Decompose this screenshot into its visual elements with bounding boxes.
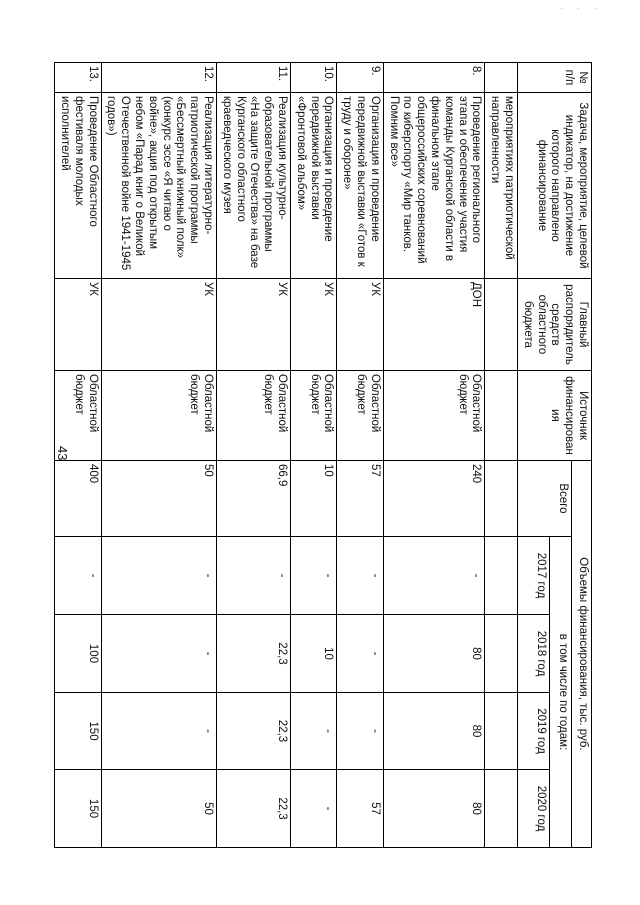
cell-manager: УК bbox=[291, 279, 337, 371]
cell-num: 13. bbox=[55, 63, 101, 93]
cell-2018: 100 bbox=[55, 615, 101, 693]
cell-total: 50 bbox=[101, 461, 216, 537]
header-total: Всего bbox=[518, 461, 572, 537]
cell-2020: 150 bbox=[55, 770, 101, 848]
cell-source: Областной бюджет bbox=[217, 371, 291, 461]
cell-task: Организация и проведение передвижной выставки «Фронтовой альбом» bbox=[291, 93, 337, 279]
cell-source: Областной бюджет bbox=[291, 371, 337, 461]
cell-2020: 57 bbox=[337, 770, 383, 848]
cell-2017: - bbox=[101, 537, 216, 615]
cell-2018: 80 bbox=[383, 615, 485, 693]
cell-2019: 22,3 bbox=[217, 693, 291, 770]
cell-task: Проведение Областного фестиваля молодых исполнителей bbox=[55, 93, 101, 279]
header-2018: 2018 год bbox=[518, 615, 550, 693]
cell-total: 66,9 bbox=[217, 461, 291, 537]
cell-continuation: мероприятиях патриотической направленности bbox=[485, 93, 518, 279]
cell-task: Реализация литературно-патриотической программы «Бессмертный книжный полк» (конкурс эссе «Я читаю о войне», акция под открытым небом «Парад книг о Великой Отечественной войне 1941-1945 годов») bbox=[101, 93, 216, 279]
cell-2017: - bbox=[217, 537, 291, 615]
table-row bbox=[291, 63, 337, 848]
table-row bbox=[101, 63, 216, 848]
cell-manager: УК bbox=[217, 279, 291, 371]
cell-2018: 10 bbox=[291, 615, 337, 693]
cell-2017: - bbox=[337, 537, 383, 615]
cell-2019: - bbox=[101, 693, 216, 770]
cell-source: Областной бюджет bbox=[101, 371, 216, 461]
cell-num: 10. bbox=[291, 63, 337, 93]
funding-table bbox=[54, 62, 592, 848]
cell-2020: 80 bbox=[383, 770, 485, 848]
table-row bbox=[337, 63, 383, 848]
cell-2018: 22,3 bbox=[217, 615, 291, 693]
header-funding: Объемы финансирования, тыс. руб. bbox=[572, 461, 592, 848]
table-row bbox=[383, 63, 485, 848]
cell-num: 8. bbox=[383, 63, 485, 93]
cell-2020: 22,3 bbox=[217, 770, 291, 848]
page-number: 43 bbox=[55, 446, 70, 461]
header-manager: Главный распорядитель средств областного бюджета bbox=[518, 279, 592, 371]
cell-2017: - bbox=[291, 537, 337, 615]
cell-manager: УК bbox=[55, 279, 101, 371]
cell-empty bbox=[485, 63, 518, 93]
header-task: Задача, мероприятие, целевой индикатор, на достижение которого направлено финансирование bbox=[518, 93, 592, 279]
table-row bbox=[55, 63, 101, 848]
cell-total: 10 bbox=[291, 461, 337, 537]
cell-manager: ДОН bbox=[383, 279, 485, 371]
cell-num: 9. bbox=[337, 63, 383, 93]
cell-source: Областной бюджет bbox=[337, 371, 383, 461]
cell-2019: - bbox=[291, 693, 337, 770]
cell-total: 57 bbox=[337, 461, 383, 537]
cell-manager: УК bbox=[101, 279, 216, 371]
cell-2019: 80 bbox=[383, 693, 485, 770]
header-num: № п/п bbox=[518, 63, 592, 93]
table-row-continuation bbox=[485, 63, 518, 848]
header-2017: 2017 год bbox=[518, 537, 550, 615]
cell-num: 11. bbox=[217, 63, 291, 93]
header-source: Источник финансирования bbox=[518, 371, 592, 461]
header-2019: 2019 год bbox=[518, 693, 550, 770]
cell-num: 12. bbox=[101, 63, 216, 93]
cell-2019: - bbox=[337, 693, 383, 770]
cell-source: Областной бюджет bbox=[55, 371, 101, 461]
cell-2017: - bbox=[383, 537, 485, 615]
cell-2018: - bbox=[337, 615, 383, 693]
scan-artifact: · · · bbox=[560, 4, 603, 13]
cell-2017: - bbox=[55, 537, 101, 615]
header-by-years: в том числе по годам: bbox=[550, 537, 572, 848]
cell-task: Реализация культурно-образовательной программы «На защите Отечества» на базе Курганского областного краеведческого музея bbox=[217, 93, 291, 279]
cell-task: Организация и проведение передвижной выставки «Готов к труду и обороне» bbox=[337, 93, 383, 279]
cell-total: 400 bbox=[55, 461, 101, 537]
cell-2019: 150 bbox=[55, 693, 101, 770]
cell-task: Проведение регионального этапа и обеспечение участия команды Курганской области в финальном этапе общероссийских соревнований по киберспорту «Мир танков. Помним все» bbox=[383, 93, 485, 279]
cell-2020: - bbox=[291, 770, 337, 848]
cell-manager: УК bbox=[337, 279, 383, 371]
cell-source: Областной бюджет bbox=[383, 371, 485, 461]
cell-2018: - bbox=[101, 615, 216, 693]
cell-total: 240 bbox=[383, 461, 485, 537]
table-row bbox=[217, 63, 291, 848]
cell-2020: 50 bbox=[101, 770, 216, 848]
header-2020: 2020 год bbox=[518, 770, 550, 848]
